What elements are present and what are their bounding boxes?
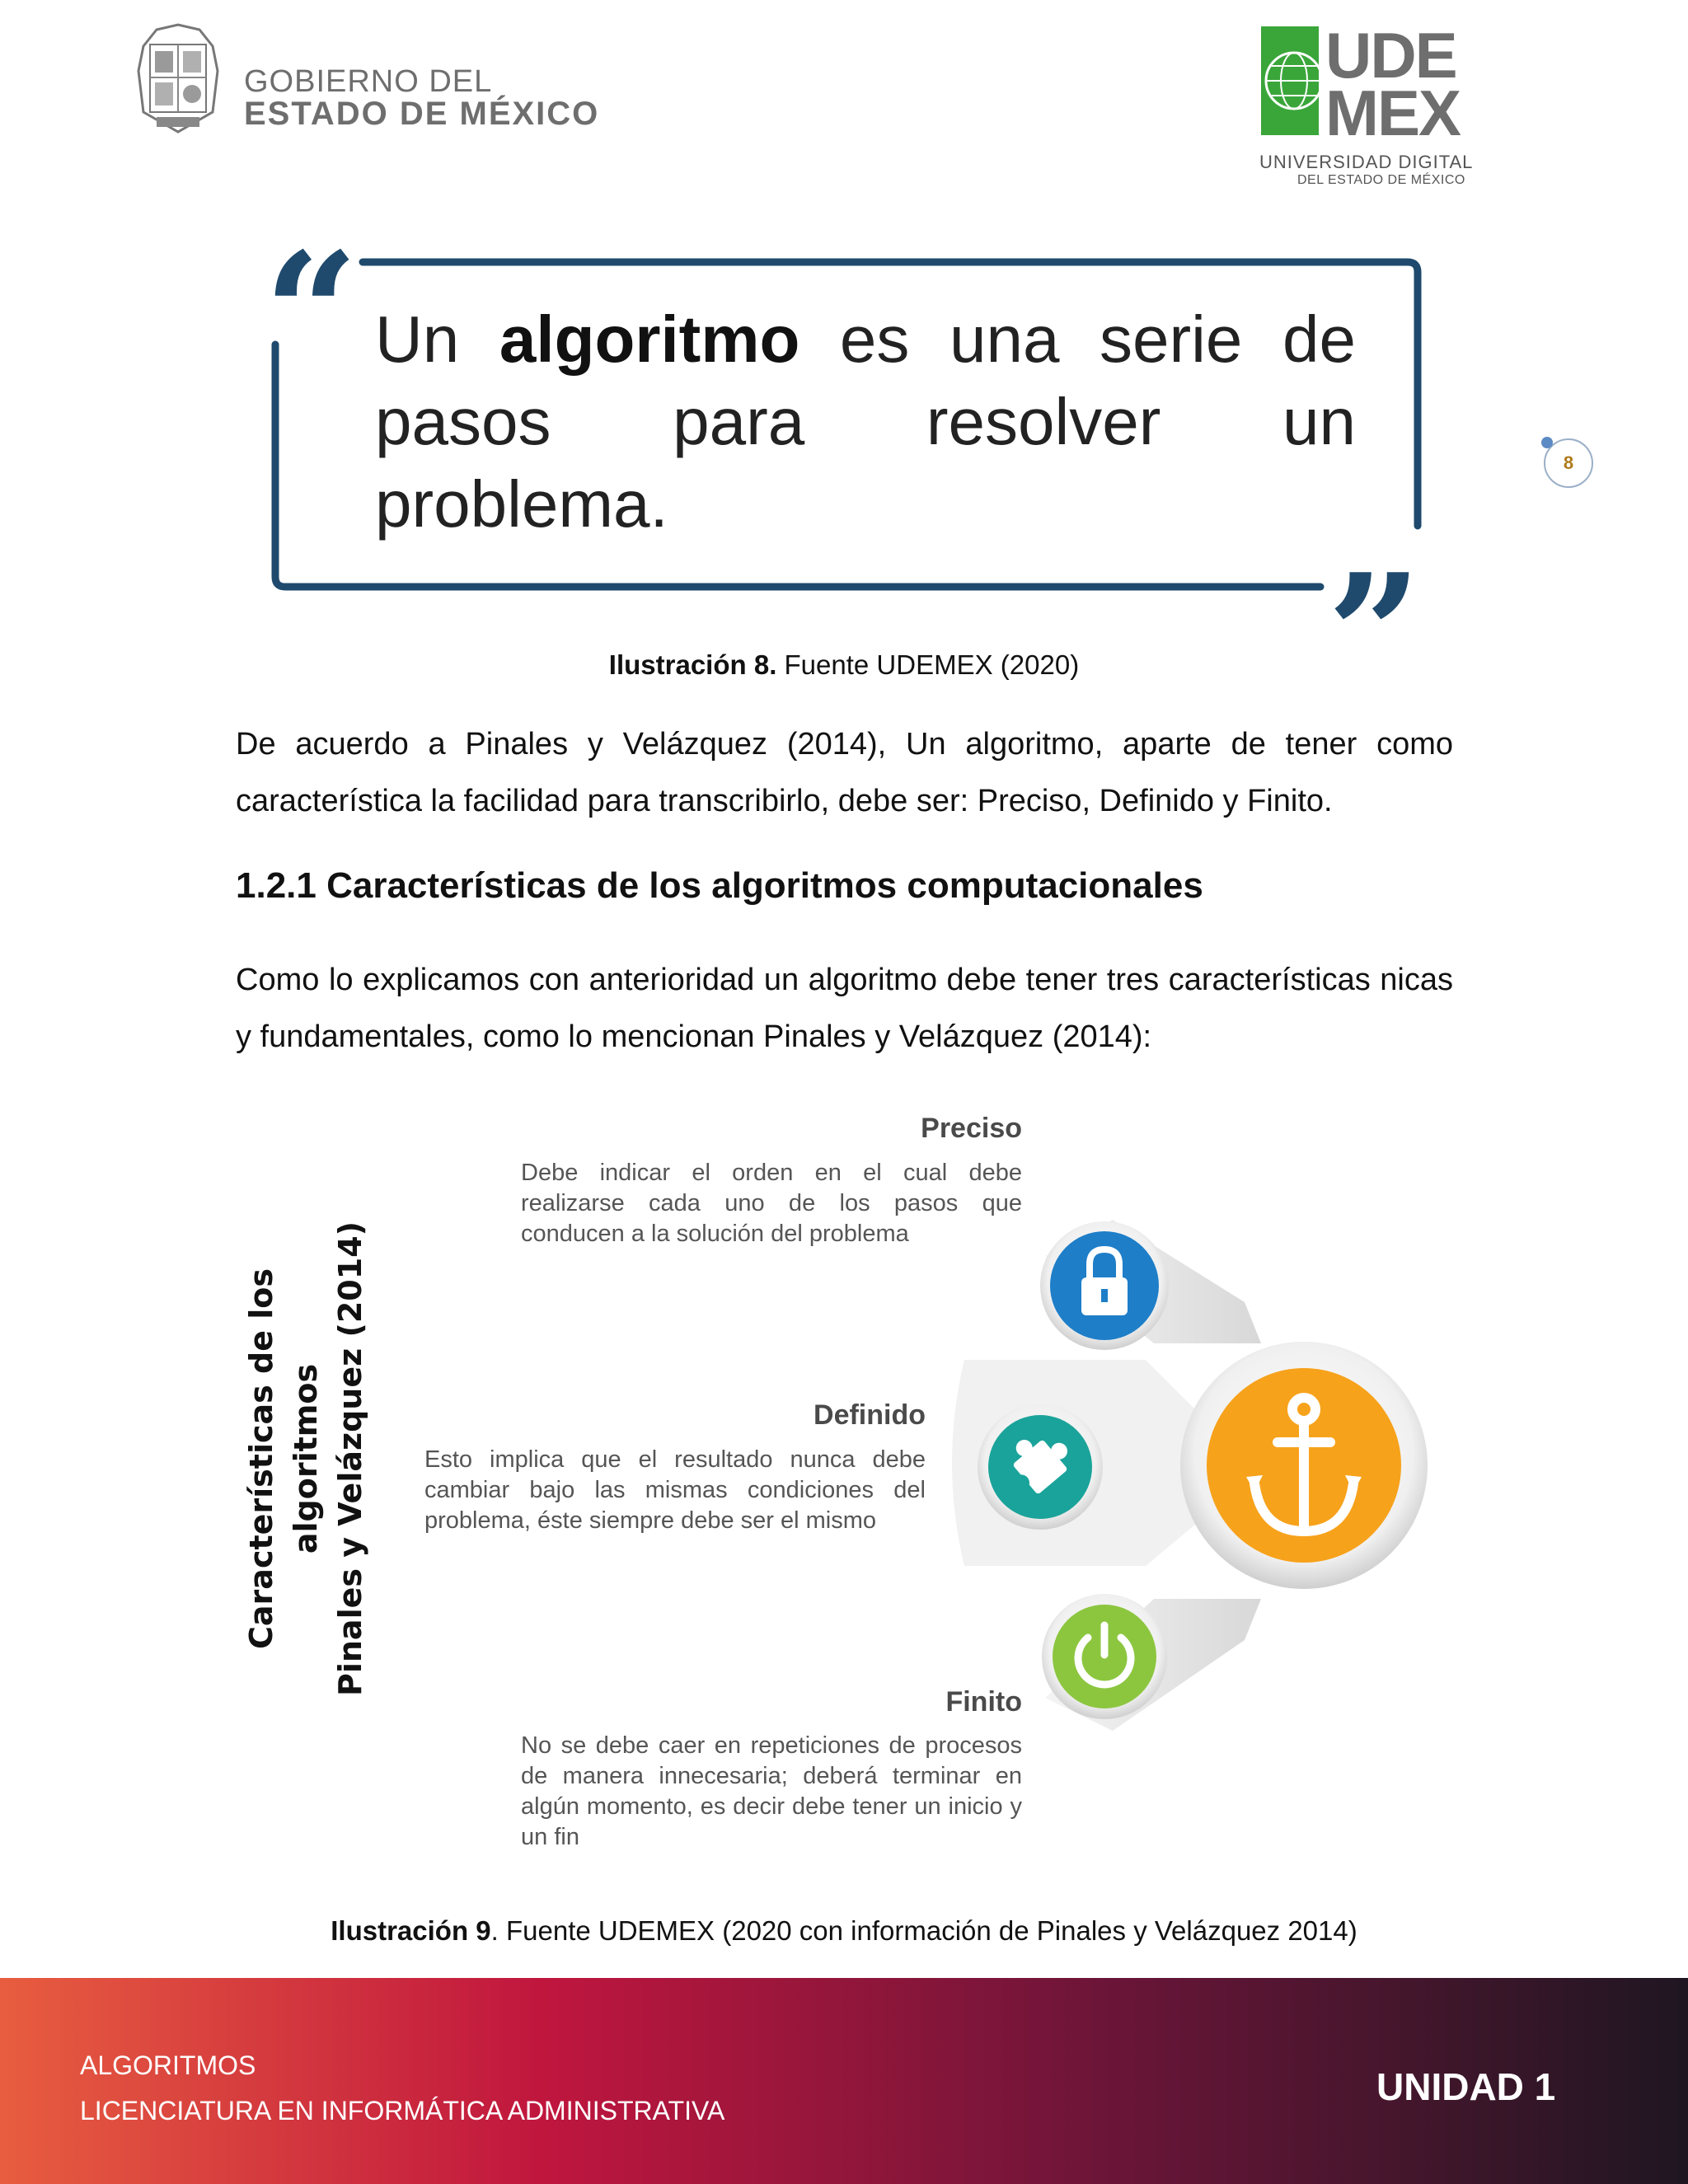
anchor-icon-circle [1180,1342,1428,1589]
caption-illustration-8: Ilustración 8. Fuente UDEMEX (2020) [608,649,1080,680]
udemex-logo-word-ude: UDE [1325,19,1456,91]
footer-unit: UNIDAD 1 [1376,2065,1556,2108]
item-title-finito: Finito [945,1686,1022,1718]
svg-text:“: “ [264,217,359,410]
quote-bold-term: algoritmo [499,302,800,376]
item-title-preciso: Preciso [921,1113,1022,1144]
puzzle-icon-circle [978,1404,1103,1530]
open-quote-icon [264,217,359,410]
item-title-definido: Definido [814,1399,926,1431]
page-badge-dot [1541,437,1553,448]
svg-text:”: ” [1327,538,1423,732]
item-desc-preciso: Debe indicar el orden en el cual debe realizarse cada uno de los pasos que conducen a la solución del problema [521,1160,1022,1247]
gobierno-logo-line1: GOBIERNO DEL [244,64,493,99]
udemex-logo-subtitle-2: DEL ESTADO DE MÉXICO [1297,173,1465,187]
power-icon-circle [1042,1594,1167,1719]
lock-icon-circle [1040,1221,1169,1350]
infographic-vertical-title: Características de los algoritmos Pinales y Velázquez (2014) [243,1221,368,1696]
paragraph-1: De acuerdo a Pinales y Velázquez (2014), Un algoritmo, aparte de tener como característica la facilidad para transcribirlo, debe ser: Preciso, Definido y Finito. [236,727,1453,818]
udemex-globe-logo-icon [1261,25,1319,140]
estado-de-mexico-coat-of-arms-logo [132,21,224,135]
paragraph-2: Como lo explicamos con anterioridad un algoritmo debe tener tres características nicas y fundamentales, como lo mencionan Pinales y Velázquez (2014): [236,963,1453,1054]
item-desc-finito: No se debe caer en repeticiones de procesos de manera innecesaria; deberá terminar en algún momento, es decir debe tener un inicio y un fin [521,1732,1022,1850]
caption-illustration-9: Ilustración 9. Fuente UDEMEX (2020 con información de Pinales y Velázquez 2014) [331,1915,1357,1946]
footer-program: LICENCIATURA EN INFORMÁTICA ADMINISTRATIVA [80,2096,725,2125]
udemex-logo-word-mex: MEX [1325,77,1461,149]
page-number-badge: 8 [1544,438,1593,488]
footer-course: ALGORITMOS [80,2050,256,2080]
udemex-logo-subtitle: UNIVERSIDAD DIGITAL [1259,152,1474,172]
quote-text: Un algoritmo es una serie de pasos para resolver un problema. [375,302,1356,541]
close-quote-icon [1327,538,1422,732]
infographic-graphic [948,1203,1442,1747]
item-desc-definido: Esto implica que el resultado nunca debe cambiar bajo las mismas condiciones del problema, éste siempre debe ser el mismo [424,1446,926,1534]
section-heading: 1.2.1 Características de los algoritmos computacionales [236,865,1203,906]
gobierno-logo-line2: ESTADO DE MÉXICO [244,96,600,132]
